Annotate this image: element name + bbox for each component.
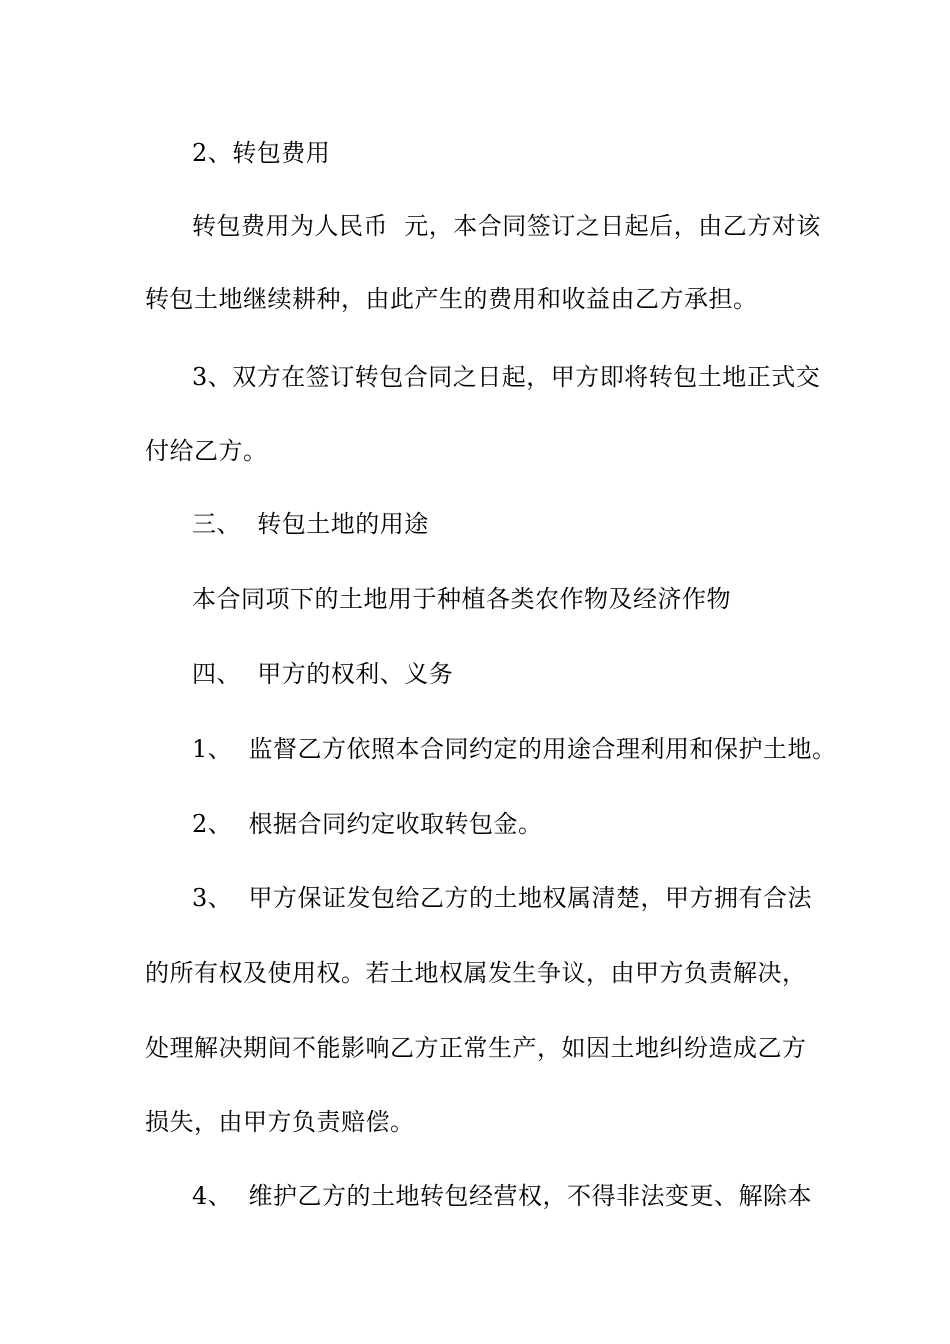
section-heading-purpose: 三、 转包土地的用途 (192, 510, 429, 538)
list-item: 1、 监督乙方依照本合同约定的用途合理利用和保护土地。 (192, 735, 837, 763)
list-item: 3、 甲方保证发包给乙方的土地权属清楚，甲方拥有合法 (192, 884, 813, 912)
list-item: 2、 根据合同约定收取转包金。 (192, 810, 543, 838)
paragraph-line: 处理解决期间不能影响乙方正常生产，如因土地纠纷造成乙方 (145, 1034, 807, 1062)
paragraph-line: 本合同项下的土地用于种植各类农作物及经济作物 (192, 585, 731, 613)
section-heading-rights: 四、 甲方的权利、义务 (192, 660, 454, 688)
paragraph-line: 3、双方在签订转包合同之日起，甲方即将转包土地正式交 (192, 363, 821, 391)
paragraph-line: 损失，由甲方负责赔偿。 (145, 1108, 415, 1136)
paragraph-line: 付给乙方。 (145, 437, 268, 465)
paragraph-line: 转包费用为人民币 元，本合同签订之日起后，由乙方对该 (192, 212, 821, 240)
section-heading-fee: 2、转包费用 (192, 139, 331, 167)
list-item: 4、 维护乙方的土地转包经营权，不得非法变更、解除本 (192, 1182, 813, 1210)
paragraph-line: 的所有权及使用权。若土地权属发生争议，由甲方负责解决， (145, 959, 807, 987)
paragraph-line: 转包土地继续耕种，由此产生的费用和收益由乙方承担。 (145, 285, 758, 313)
